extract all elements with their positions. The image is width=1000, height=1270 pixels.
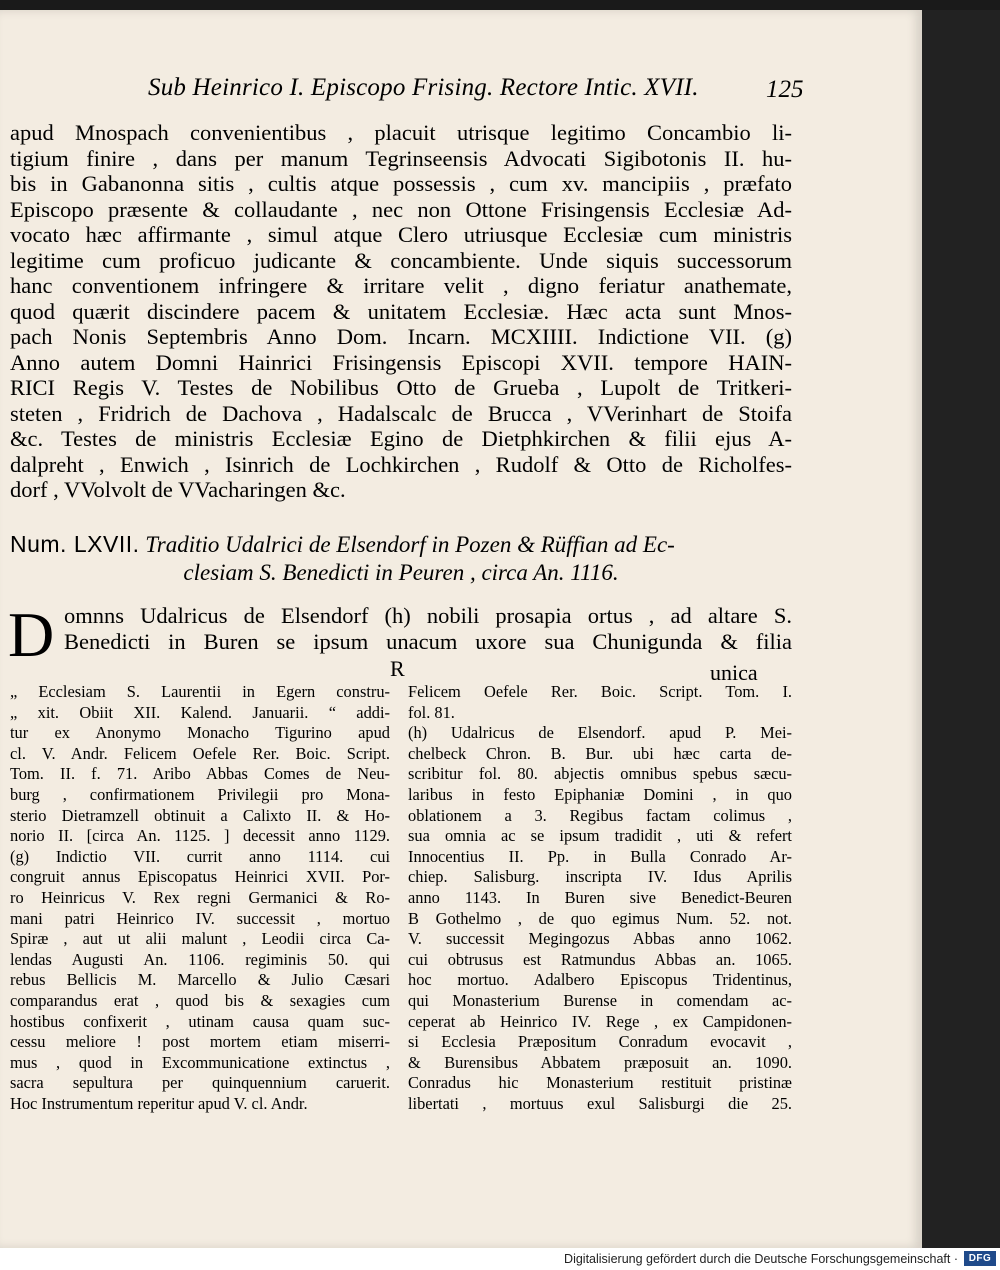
text-line: hanc conventionem infringere & irritare velit , digno feriatur anathemate, xyxy=(10,273,792,298)
footnote-line: laribus in festo Epiphaniæ Domini , in quo xyxy=(408,784,792,804)
signature-mark: R xyxy=(390,656,405,681)
footnote-line: burg , confirmationem Privilegii pro Mona- xyxy=(10,784,390,804)
footnote-line: fol. 81. xyxy=(408,702,455,722)
text-line: quod quærit discindere pacem & unitatem Ecclesiæ. Hæc acta sunt Mnos- xyxy=(10,298,792,324)
footnote-line: rebus Bellicis M. Marcello & Julio Cæsari xyxy=(10,970,390,990)
footnote-line: mani patri Heinrico IV. successit , mortuo xyxy=(10,908,390,928)
footnote-line: „ Ecclesiam S. Laurentii in Egern constru- xyxy=(10,682,390,701)
text-line: Benedicti in Buren se ipsum unacum uxore sua Chunigunda & filia xyxy=(64,629,792,654)
footnote-line: qui Monasterium Burense in comendam ac- xyxy=(408,990,792,1010)
footnote-line: (h) Udalricus de Elsendorf. apud P. Mei- xyxy=(408,723,792,743)
footnote-line: scribitur fol. 80. abjectis omnibus spebus sæcu- xyxy=(408,764,792,784)
text-line: steten , Fridrich de Dachova , Hadalscalc de Brucca , VVerinhart de Stoifa xyxy=(10,400,792,426)
text-line: dalpreht , Enwich , Isinrich de Lochkirchen , Rudolf & Otto de Richolfes- xyxy=(10,451,792,477)
funding-notice: Digitalisierung gefördert durch die Deutsche Forschungsgemeinschaft · xyxy=(564,1252,958,1266)
text-line: vocato hæc affirmante , simul atque Clero utriusque Ecclesiæ cum ministris xyxy=(10,222,792,247)
footnote-line: sterio Dietramzell obtinuit a Calixto II. & Ho- xyxy=(10,805,390,825)
footnote-line: „ xit. Obiit XII. Kalend. Januarii. “ addi- xyxy=(10,702,390,722)
footnote-line: congruit annus Episcopatus Heinrici XVII. Por- xyxy=(10,867,390,887)
text-line: Episcopo præsente & collaudante , nec non Ottone Frisingensis Ecclesiæ Ad- xyxy=(10,196,792,222)
footnote-line: & Burensibus Abbatem præposuit an. 1090. xyxy=(408,1052,792,1072)
footnote-line: Conradus hic Monasterium restituit pristinæ xyxy=(408,1073,792,1093)
running-head: Sub Heinrico I. Episcopo Frising. Rectore Intic. XVII. xyxy=(148,74,699,101)
page-number: 125 xyxy=(766,76,804,103)
footnote-line: Spiræ , aut ut alii malunt , Leodii circa Ca- xyxy=(10,929,390,949)
text-line: dorf , VVolvolt de VVacharingen &c. xyxy=(10,477,346,502)
text-line: &c. Testes de ministris Ecclesiæ Egino de Dietphkirchen & filii ejus A- xyxy=(10,426,792,451)
intro-text xyxy=(64,603,792,655)
section-heading xyxy=(10,530,792,587)
section-number: Num. LXVII. xyxy=(10,531,140,557)
catchword: unica xyxy=(710,660,758,685)
text-line: bis in Gabanonna sitis , cultis atque possessis , cum xv. mancipiis , præfato xyxy=(10,171,792,196)
footnote-line: Innocentius II. Pp. in Bulla Conrado Ar- xyxy=(408,846,792,866)
footnote-line: hostibus confixerit , utinam causa quam suc- xyxy=(10,1011,390,1031)
footnote-line: mus , quod in Excommunicatione extinctus , xyxy=(10,1052,390,1072)
footnote-line: Hoc Instrumentum reperitur apud V. cl. Andr. xyxy=(10,1093,308,1113)
footnote-line: sacra sepultura per quinquennium caruerit. xyxy=(10,1073,390,1093)
footnote-line: anno 1143. In Buren sive Benedict-Beuren xyxy=(408,887,792,907)
footnote-line: sua omnia ac se ipsum tradidit , uti & refert xyxy=(408,826,792,846)
footnote-line: cessu meliore ! post mortem etiam miserri- xyxy=(10,1032,390,1052)
text-line: Anno autem Domni Hainrici Frisingensis Episcopi XVII. tempore HAIN- xyxy=(10,349,792,375)
footnote-line: Tom. II. f. 71. Aribo Abbas Comes de Neu- xyxy=(10,764,390,784)
footnote-line: libertati , mortuus exul Salisburgi die 25. xyxy=(408,1093,792,1113)
footnote-line: lendas Augusti An. 1106. regiminis 50. qui xyxy=(10,949,390,969)
text-line: legitime cum proficuo judicante & concambiente. Unde siquis successorum xyxy=(10,247,792,273)
footnotes-right-column xyxy=(408,682,792,1114)
text-line: omnns Udalricus de Elsendorf (h) nobili prosapia ortus , ad altare S. xyxy=(64,603,792,628)
footnote-line: chiep. Salisburg. inscripta IV. Idus Aprilis xyxy=(408,867,792,887)
footnote-line: comparandus erat , quod bis & sexagies cum xyxy=(10,990,390,1010)
text-line: RICI Regis V. Testes de Nobilibus Otto de Grueba , Lupolt de Tritkeri- xyxy=(10,375,792,400)
footnote-line: tur ex Anonymo Monacho Tigurino apud xyxy=(10,723,390,743)
footnote-line: si Ecclesia Præpositum Conradum evocavit , xyxy=(408,1032,792,1052)
footer-bar xyxy=(0,1248,1000,1270)
section-title-line1: Traditio Udalrici de Elsendorf in Pozen & Rüffian ad Ec- xyxy=(145,532,675,557)
text-line: tigium finire , dans per manum Tegrinseensis Advocati Sigibotonis II. hu- xyxy=(10,145,792,171)
drop-cap: D xyxy=(8,599,55,670)
footnote-line: B Gothelmo , de quo egimus Num. 52. not. xyxy=(408,908,792,928)
text-line: apud Mnospach convenientibus , placuit utrisque legitimo Concambio li- xyxy=(10,120,792,145)
footnote-line: cui obtrusus est Ratmundus Abbas an. 1065. xyxy=(408,949,792,969)
footnote-line: cl. V. Andr. Felicem Oefele Rer. Boic. Script. xyxy=(10,743,390,763)
footnote-line: ro Heinricus V. Rex regni Germanici & Ro- xyxy=(10,887,390,907)
footnote-line: (g) Indictio VII. currit anno 1114. cui xyxy=(10,846,390,866)
footnote-line: V. successit Megingozus Abbas anno 1062. xyxy=(408,929,792,949)
footnote-line: chelbeck Chron. B. Bur. ubi hæc carta de- xyxy=(408,743,792,763)
footnote-line: hoc mortuo. Adalbero Episcopus Tridentinus, xyxy=(408,970,792,990)
scan-background xyxy=(922,10,1000,1248)
footnotes-left-column xyxy=(10,682,390,1114)
text-line: pach Nonis Septembris Anno Dom. Incarn. MCXIIII. Indictione VII. (g) xyxy=(10,324,792,349)
footnote-line: ceperat ab Heinrico IV. Rege , ex Campidonen- xyxy=(408,1011,792,1031)
section-title-line2: clesiam S. Benedicti in Peuren , circa An. 1116. xyxy=(183,560,619,585)
footnote-line: oblationem a 3. Regibus factam colimus , xyxy=(408,805,792,825)
footnote-line: norio II. [circa An. 1125. ] decessit anno 1129. xyxy=(10,826,390,846)
main-text xyxy=(10,120,792,503)
dfg-logo[interactable]: DFG xyxy=(964,1251,996,1266)
footnote-line: Felicem Oefele Rer. Boic. Script. Tom. I. xyxy=(408,682,792,701)
